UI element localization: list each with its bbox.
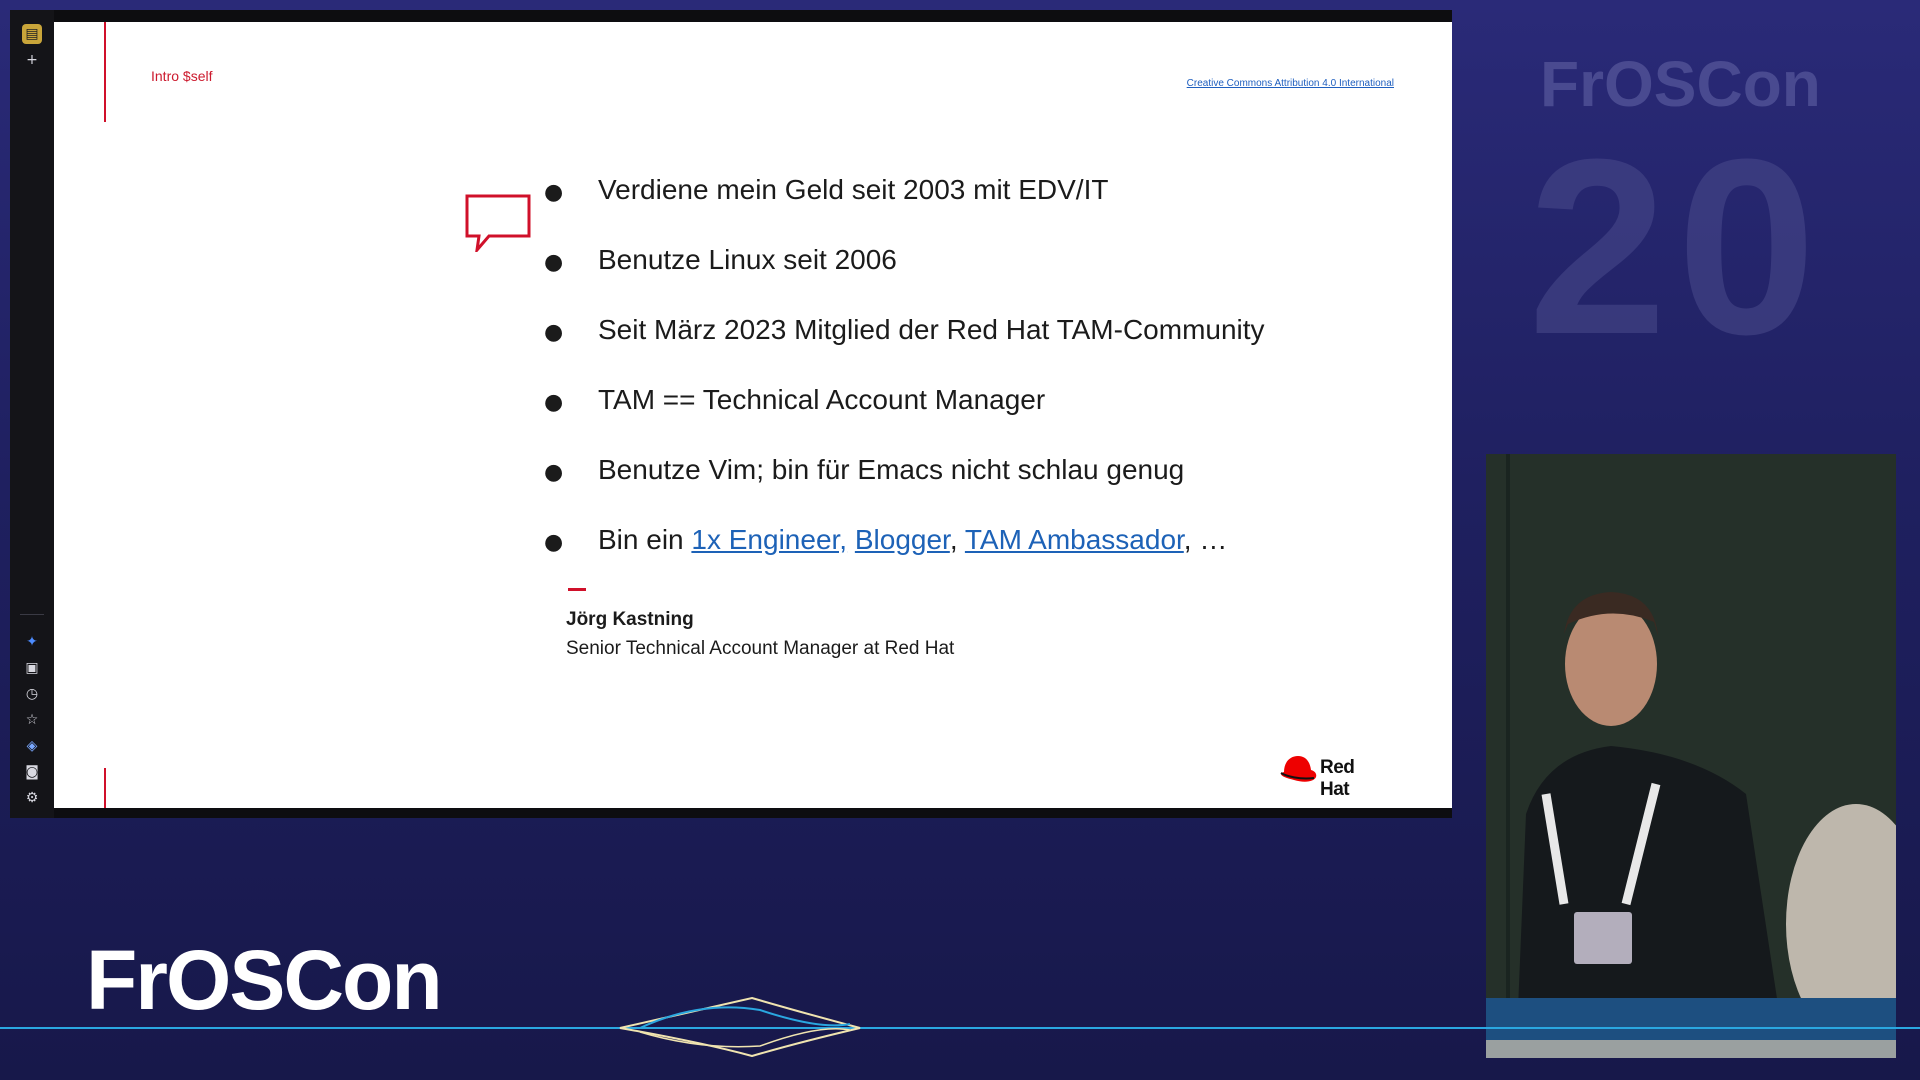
froscon-watermark-text: FrOSCon (1540, 48, 1821, 118)
bullet-dot: ● (544, 180, 564, 205)
settings-icon[interactable]: ⚙ (25, 790, 39, 806)
slides-icon[interactable]: ▤ (22, 24, 42, 44)
bullet-dot: ● (544, 320, 564, 345)
bullet-dot: ● (544, 250, 564, 275)
bullet-text: TAM == Technical Account Manager (598, 384, 1046, 415)
save-icon[interactable]: ▣ (25, 660, 39, 676)
bullet-item (544, 314, 1265, 384)
bullet-item (544, 174, 1265, 244)
signature-dash (568, 588, 586, 591)
bullet-item (544, 454, 1265, 524)
bullet-text: Verdiene mein Geld seit 2003 mit EDV/IT (598, 174, 1109, 205)
speaker-figure (1486, 454, 1896, 1058)
red-hat-icon (1278, 752, 1318, 786)
bullet-list (544, 174, 1265, 594)
bullet-text: Benutze Linux seit 2006 (598, 244, 897, 275)
bullet-dot: ● (544, 530, 564, 555)
bullet-item-links (544, 524, 1265, 594)
anniversary-number: 20 (1528, 107, 1827, 386)
bullet-text: Benutze Vim; bin für Emacs nicht schlau genug (598, 454, 1185, 485)
bullet-item (544, 384, 1265, 454)
presentation-window (10, 10, 1452, 818)
froscon-logo-text: FrOSCon (86, 933, 441, 1027)
speech-bubble-icon (465, 194, 531, 252)
app-sidebar (10, 10, 54, 818)
add-icon[interactable]: + (26, 52, 38, 68)
slide-accent-line-bottom (104, 768, 106, 808)
bullet-text: Bin ein (598, 524, 692, 555)
speaker-camera-feed (1486, 454, 1896, 1058)
slide-title: Intro $self (151, 68, 213, 84)
star-icon[interactable]: ☆ (25, 712, 39, 728)
bullet-text: Seit März 2023 Mitglied der Red Hat TAM-Community (598, 314, 1265, 345)
sidebar-divider (20, 614, 44, 615)
bullet-item (544, 244, 1265, 314)
presenter-role: Senior Technical Account Manager at Red Hat (566, 638, 955, 659)
bullet-separator: , (949, 524, 965, 555)
blogger-link[interactable]: Blogger (854, 524, 950, 555)
bullet-suffix: , … (1183, 524, 1228, 555)
tam-ambassador-link[interactable]: TAM Ambassador (964, 524, 1184, 555)
slide-accent-line-top (104, 22, 106, 122)
camera-icon[interactable]: ◙ (25, 764, 39, 780)
sparkle-icon[interactable]: ✦ (26, 634, 38, 650)
bullet-dot: ● (544, 390, 564, 415)
history-icon[interactable]: ◷ (25, 686, 39, 702)
license-link[interactable]: Creative Commons Attribution 4.0 International (1186, 78, 1394, 89)
froscon-logo (86, 933, 446, 1027)
slide (54, 22, 1452, 808)
presenter-name: Jörg Kastning (566, 609, 694, 630)
red-hat-wordmark: Red Hat (1320, 757, 1355, 800)
engineer-link[interactable]: 1x Engineer, (691, 524, 848, 555)
shield-icon[interactable]: ◈ (26, 738, 38, 754)
bullet-dot: ● (544, 460, 564, 485)
